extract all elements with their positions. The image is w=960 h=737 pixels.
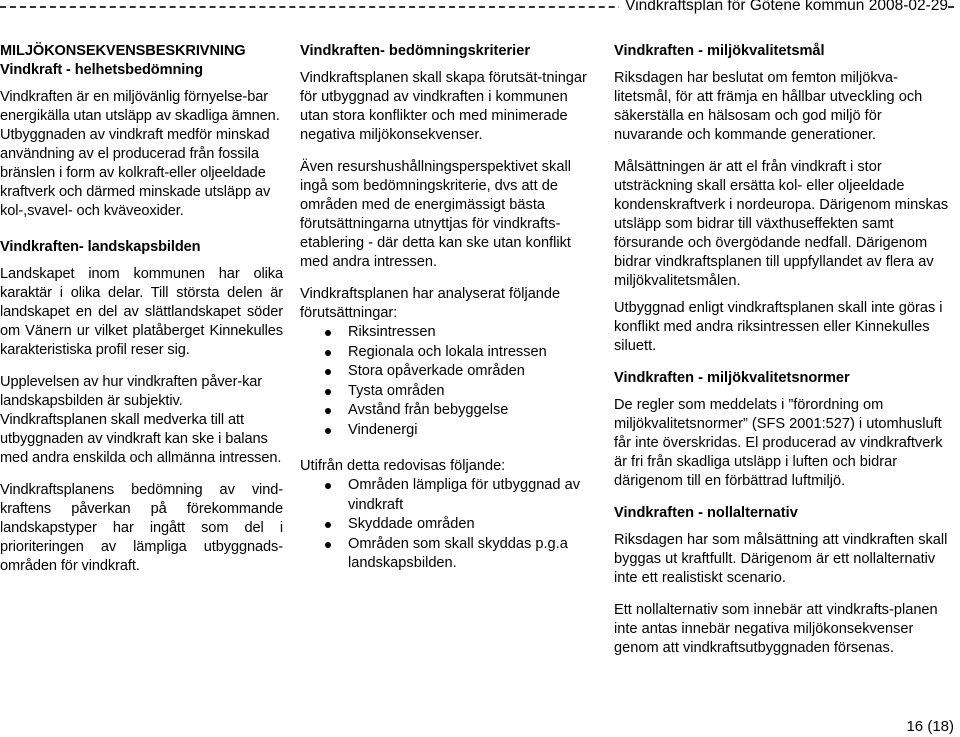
list-item: Regionala och lokala intressen: [300, 343, 600, 363]
paragraph: Upplevelsen av hur vindkraften påver-kar landskapsbilden är subjektiv.: [0, 374, 263, 409]
bullet-icon: [325, 369, 331, 375]
list-item: Områden som skall skyddas p.g.a landskapsbilden.: [300, 535, 600, 574]
paragraph: Målsättningen är att el från vindkraft i stor utsträckning skall ersätta kol- eller oljeeldade kondenskraftverk i nordeuropa. Därigenom minskas utsläpp som bidrar till växthuseffekten samt försurande och övergödande nedfall. Därigenom bidrar vindkraftsplanen till uppfyllandet av flera av miljökvalitetsmålen.: [614, 159, 949, 289]
section-heading-miljokvalitetsmal: Vindkraften - miljökvalitetsmål: [614, 43, 825, 59]
column-right: [614, 42, 954, 658]
paragraph: Vindkraftsplanens bedömning av vind-kraftens påverkan på förekommande landskapstyper har ingått som del i prioriteringen av lämpliga utbyggnads-områden för vindkraft.: [0, 482, 283, 574]
paragraph: Ett nollalternativ som innebär att vindkrafts-planen inte antas innebär negativa miljökonsekvenser genom att vindkraftsutbyggnaden försenas.: [614, 602, 938, 656]
paragraph: Landskapet inom kommunen har olika karaktär i olika delar. Till största delen är landskapet en del av slättlandskapet söder om Vänern ur vilket platåberget Kinnekulles karakteristiska profil reser sig.: [0, 266, 283, 358]
paragraph: Även resurshushållningsperspektivet skall ingå som bedömningskriterie, dvs att de områden med de energimässigt bästa förutsättningarna utnyttjas för vindkrafts-etablering - där detta kan ske utan konflikt med andra intressen.: [300, 159, 571, 270]
paragraph: Vindkraften är en miljövänlig förnyelse-bar energikälla utan utsläpp av skadliga ämnen.: [0, 89, 280, 124]
paragraph: Utifrån detta redovisas följande:: [300, 458, 506, 474]
bullet-icon: [325, 389, 331, 395]
paragraph: Vindkraftsplanen skall medverka till att utbyggnaden av vindkraft kan ske i balans med andra enskilda och allmänna intressen.: [0, 412, 282, 466]
page-number: 16 (18): [906, 718, 954, 735]
section-heading-nollalternativ: Vindkraften - nollalternativ: [614, 505, 798, 521]
column-middle: [300, 42, 600, 574]
list-item: Tysta områden: [300, 382, 600, 402]
paragraph: Utbyggnaden av vindkraft medför minskad användning av el producerad från fossila bränslen i form av kolkraft-eller oljeeldade kraftverk och därmed minskade utsläpp av kol-,svavel- och kväveoxider.: [0, 127, 271, 219]
bullet-icon: [325, 483, 331, 489]
section-heading-bedomningskriterier: Vindkraften- bedömningskriterier: [300, 43, 531, 59]
bullet-icon: [325, 350, 331, 356]
list-item: Stora opåverkade områden: [300, 362, 600, 382]
section-heading-landskapsbilden: Vindkraften- landskapsbilden: [0, 239, 201, 255]
paragraph: Riksdagen har beslutat om femton miljökva-litetsmål, för att främja en hållbar utveckling och säkerställa en hälsosam och god miljö för nuvarande och kommande generationer.: [614, 70, 923, 143]
paragraph: Utbyggnad enligt vindkraftsplanen skall inte göras i konflikt med andra riksintressen eller Kinnekulles siluett.: [614, 300, 943, 354]
bullet-icon: [325, 408, 331, 414]
bullet-icon: [325, 330, 331, 336]
header-title: Vindkraftsplan för Götene kommun 2008-02-29: [619, 0, 948, 15]
paragraph: De regler som meddelats i ”förordning om miljökvalitetsnormer” (SFS 2001:527) i utomhusluft får inte överskridas. El producerad av vindkraftverk är fri från skadliga utsläpp i luften och bidrar därigenom till en förbättrad luftmiljö.: [614, 397, 943, 489]
bullet-icon: [325, 428, 331, 434]
bullet-icon: [325, 542, 331, 548]
bullet-list-redovisning: [300, 476, 600, 574]
paragraph: Vindkraftsplanen skall skapa förutsät-tningar för utbyggnad av vindkraften i kommunen utan stora konflikter och med minimerade negativa miljökonsekvenser.: [300, 70, 587, 143]
list-item: Skyddade områden: [300, 515, 600, 535]
section-heading-miljokvalitetsnormer: Vindkraften - miljökvalitetsnormer: [614, 370, 850, 386]
list-item: Områden lämpliga för utbyggnad av vindkraft: [300, 476, 600, 515]
page-header: [0, 0, 960, 16]
paragraph: Vindkraftsplanen har analyserat följande förutsättningar:: [300, 286, 561, 321]
bullet-list-forutsattningar: [300, 323, 600, 440]
bullet-icon: [325, 522, 331, 528]
section-heading-mkb: MILJÖKONSEKVENSBESKRIVNING: [0, 43, 246, 59]
list-item: Avstånd från bebyggelse: [300, 401, 600, 421]
list-item: Vindenergi: [300, 421, 600, 441]
list-item: Riksintressen: [300, 323, 600, 343]
paragraph: Riksdagen har som målsättning att vindkraften skall byggas ut kraftfullt. Därigenom är ett nollalternativ inte ett realistiskt scenario.: [614, 532, 948, 586]
column-left: [0, 42, 283, 576]
section-heading-helhetsbedomning: Vindkraft - helhetsbedömning: [0, 62, 203, 78]
